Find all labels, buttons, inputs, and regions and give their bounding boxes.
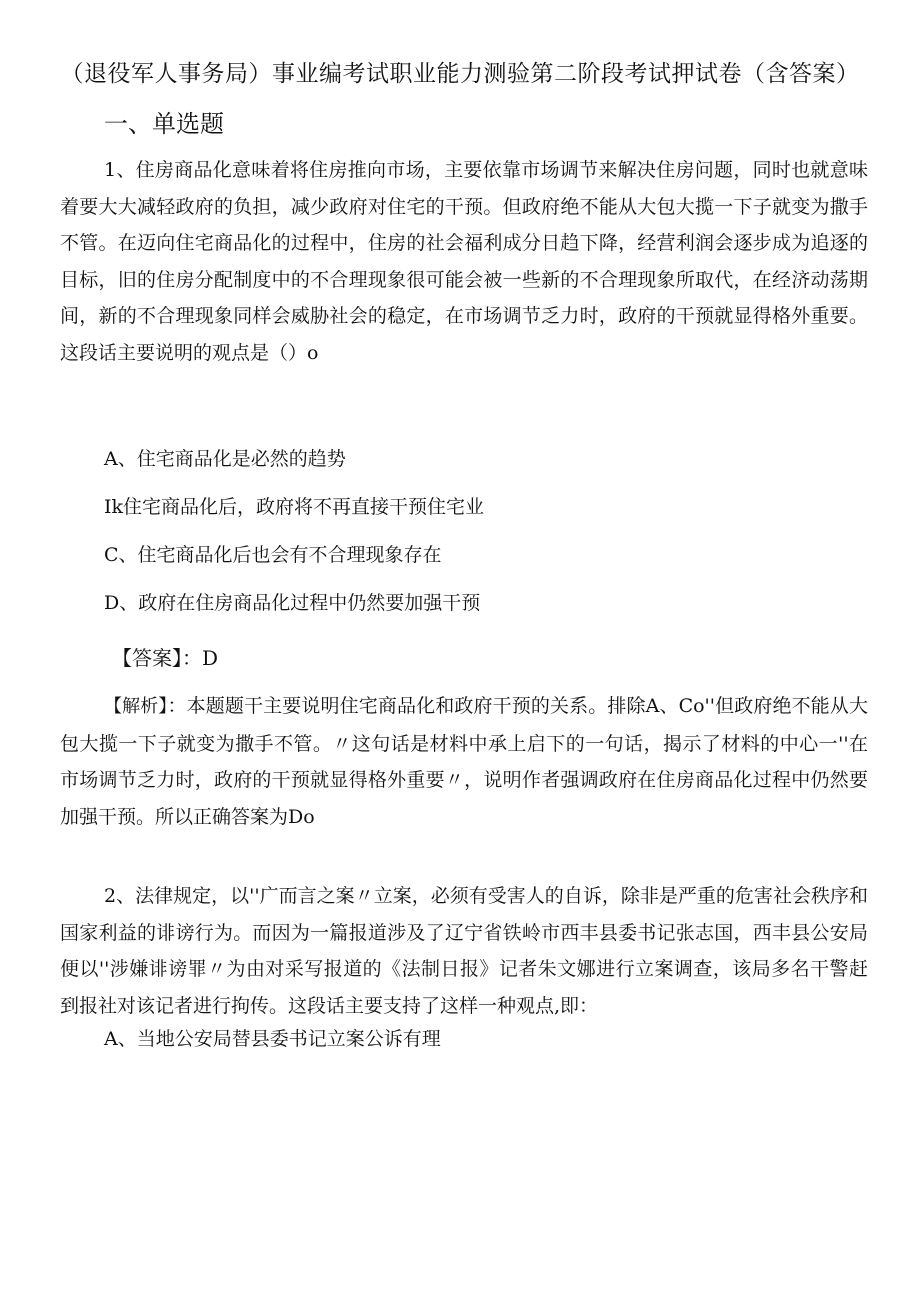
question-1-option-b: Ik住宅商品化后，政府将不再直接干预住宅业: [104, 496, 485, 518]
document-title: （退役军人事务局）事业编考试职业能力测验第二阶段考试押试卷（含答案）: [60, 61, 860, 87]
question-1-stem: 1、住房商品化意味着将住房推向市场，主要依靠市场调节来解决住房问题，同时也就意味着要大大减轻政府的负担，减少政府对住宅的干预。但政府绝不能从大包大揽一下子就变为撒手不管。在迈向住宅商品化的过程中，住房的社会福利成分日趋下降，经营利润会逐步成为追逐的目标，旧的住房分配制度中的不合理现象很可能会被一些新的不合理现象所取代，在经济动荡期间，新的不合理现象同样会威胁社会的稳定，在市场调节乏力时，政府的干预就显得格外重要。这段话主要说明的观点是（）o: [60, 159, 868, 364]
question-2-stem: 2、法律规定，以''广而言之案〃立案，必须有受害人的自诉，除非是严重的危害社会秩序和国家利益的诽谤行为。而因为一篇报道涉及了辽宁省铁岭市西丰县委书记张志国，西丰县公安局便以''涉嫌诽谤罪〃为由对采写报道的《法制日报》记者朱文娜进行立案调查，该局多名干警赶到报社对该记者进行拘传。这段话主要支持了这样一种观点,即：: [60, 885, 868, 1017]
question-1-answer: [112, 640, 218, 676]
answer-label: 【答案】: [112, 646, 182, 670]
question-1-analysis: [60, 688, 868, 835]
question-2-option-a: A、当地公安局替县委书记立案公诉有理: [104, 1028, 441, 1050]
question-1-option-a: A、住宅商品化是必然的趋势: [104, 448, 346, 470]
question-1-option-c: C、住宅商品化后也会有不合理现象存在: [104, 544, 442, 566]
section-heading: 一、单选题: [104, 110, 224, 138]
analysis-text: ：本题题干主要说明住宅商品化和政府干预的关系。排除A、Co''但政府绝不能从大包大揽一下子就变为撒手不管。〃这句话是材料中承上启下的一句话，揭示了材料的中心一''在市场调节乏力时，政府的干预就显得格外重要〃，说明作者强调政府在住房商品化过程中仍然要加强干预。所以正确答案为Do: [60, 695, 868, 828]
analysis-label: 【解析】: [104, 696, 168, 717]
question-1-option-d: D、政府在住房商品化过程中仍然要加强干预: [104, 592, 481, 614]
answer-value: ：D: [182, 646, 219, 670]
